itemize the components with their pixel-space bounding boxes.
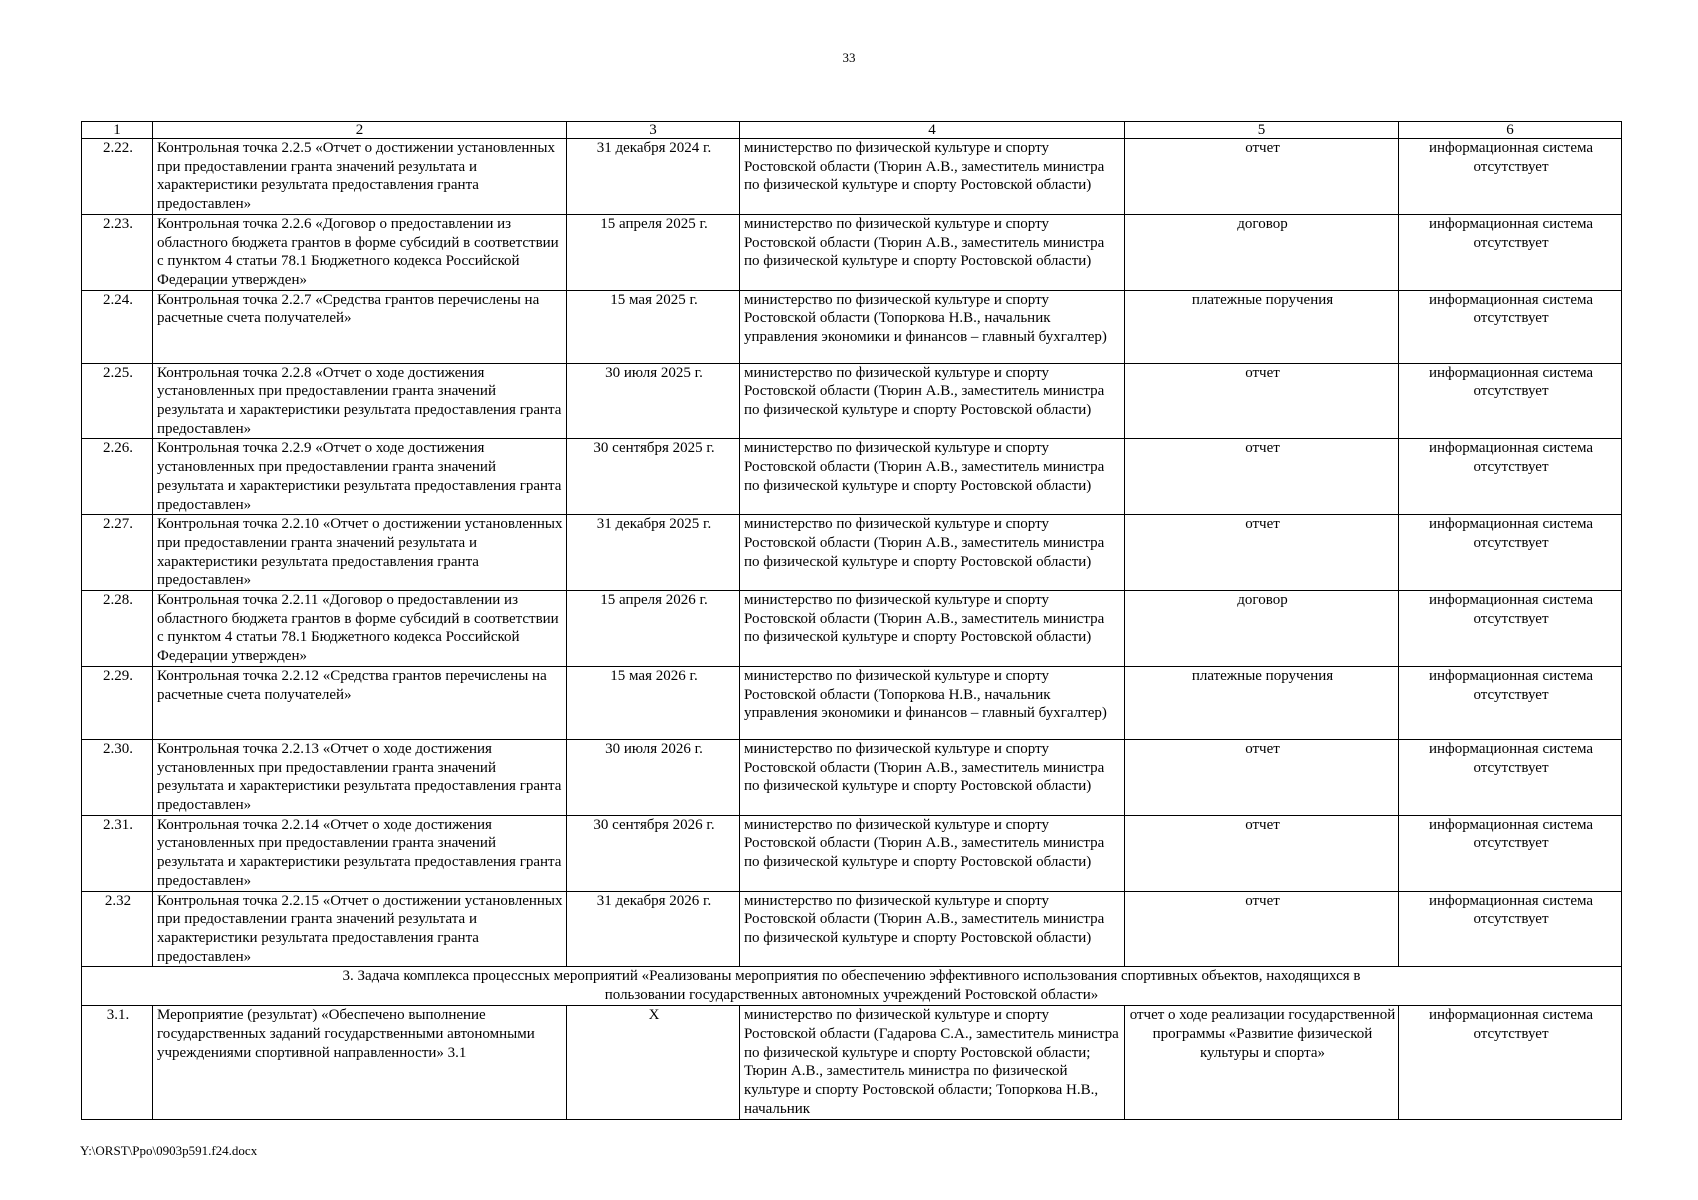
document-type-cell: договор bbox=[1125, 591, 1399, 667]
row-number-cell: 2.22. bbox=[82, 139, 153, 215]
information-system-cell: информационная система отсутствует bbox=[1399, 815, 1622, 891]
table-row bbox=[82, 739, 1622, 815]
responsible-cell: министерство по физической культуре и спорту Ростовской области (Тюрин А.В., заместитель министра по физической культуре и спорту Ростовской области) bbox=[740, 139, 1125, 215]
row-number-cell: 3.1. bbox=[82, 1006, 153, 1119]
page-number: 33 bbox=[842, 50, 856, 65]
table-row bbox=[82, 891, 1622, 967]
control-point-name-cell: Контрольная точка 2.2.9 «Отчет о ходе достижения установленных при предоставлении гранта значений результата и характеристики результата предоставления гранта предоставлен» bbox=[153, 439, 567, 515]
deadline-cell: 31 декабря 2024 г. bbox=[567, 139, 740, 215]
responsible-cell: министерство по физической культуре и спорту Ростовской области (Топоркова Н.В., начальник управления экономики и финансов – главный бухгалтер) bbox=[740, 290, 1125, 363]
information-system-cell: информационная система отсутствует bbox=[1399, 439, 1622, 515]
deadline-cell: 15 мая 2025 г. bbox=[567, 290, 740, 363]
column-number: 6 bbox=[1399, 122, 1622, 139]
responsible-cell: министерство по физической культуре и спорту Ростовской области (Тюрин А.В., заместитель министра по физической культуре и спорту Ростовской области) bbox=[740, 363, 1125, 439]
responsible-cell: министерство по физической культуре и спорту Ростовской области (Тюрин А.В., заместитель министра по физической культуре и спорту Ростовской области) bbox=[740, 815, 1125, 891]
information-system-cell: информационная система отсутствует bbox=[1399, 214, 1622, 290]
responsible-cell: министерство по физической культуре и спорту Ростовской области (Тюрин А.В., заместитель министра по физической культуре и спорту Ростовской области) bbox=[740, 214, 1125, 290]
responsible-cell: министерство по физической культуре и спорту Ростовской области (Тюрин А.В., заместитель министра по физической культуре и спорту Ростовской области) bbox=[740, 739, 1125, 815]
control-point-name-cell: Мероприятие (результат) «Обеспечено выполнение государственных заданий государственными автономными учреждениями спортивной направленности» 3.1 bbox=[153, 1006, 567, 1119]
table-row bbox=[82, 290, 1622, 363]
information-system-cell: информационная система отсутствует bbox=[1399, 1006, 1622, 1119]
responsible-cell: министерство по физической культуре и спорту Ростовской области (Тюрин А.В., заместитель министра по физической культуре и спорту Ростовской области) bbox=[740, 515, 1125, 591]
document-type-cell: отчет bbox=[1125, 891, 1399, 967]
row-number-cell: 2.30. bbox=[82, 739, 153, 815]
document-type-cell: отчет bbox=[1125, 439, 1399, 515]
table-row bbox=[82, 439, 1622, 515]
control-point-name-cell: Контрольная точка 2.2.11 «Договор о предоставлении из областного бюджета грантов в форме субсидий в соответствии с пунктом 4 статьи 78.1 Бюджетного кодекса Российской Федерации утвержден» bbox=[153, 591, 567, 667]
deadline-cell: 15 апреля 2025 г. bbox=[567, 214, 740, 290]
column-number: 4 bbox=[740, 122, 1125, 139]
table-row bbox=[82, 139, 1622, 215]
row-number-cell: 2.27. bbox=[82, 515, 153, 591]
control-point-name-cell: Контрольная точка 2.2.6 «Договор о предоставлении из областного бюджета грантов в форме субсидий в соответствии с пунктом 4 статьи 78.1 Бюджетного кодекса Российской Федерации утвержден» bbox=[153, 214, 567, 290]
document-type-cell: отчет bbox=[1125, 515, 1399, 591]
document-type-cell: отчет bbox=[1125, 739, 1399, 815]
control-point-name-cell: Контрольная точка 2.2.8 «Отчет о ходе достижения установленных при предоставлении гранта значений результата и характеристики результата предоставления гранта предоставлен» bbox=[153, 363, 567, 439]
information-system-cell: информационная система отсутствует bbox=[1399, 363, 1622, 439]
column-number: 3 bbox=[567, 122, 740, 139]
information-system-cell: информационная система отсутствует bbox=[1399, 739, 1622, 815]
table-row bbox=[82, 666, 1622, 739]
deadline-cell: 30 сентября 2025 г. bbox=[567, 439, 740, 515]
column-number: 2 bbox=[153, 122, 567, 139]
table-row bbox=[82, 591, 1622, 667]
deadline-cell: 15 апреля 2026 г. bbox=[567, 591, 740, 667]
table-row bbox=[82, 214, 1622, 290]
control-points-table bbox=[81, 121, 1622, 1120]
task-heading-row bbox=[82, 967, 1622, 1006]
information-system-cell: информационная система отсутствует bbox=[1399, 290, 1622, 363]
control-point-name-cell: Контрольная точка 2.2.5 «Отчет о достижении установленных при предоставлении гранта значений результата и характеристики результата предоставления гранта предоставлен» bbox=[153, 139, 567, 215]
deadline-cell: Х bbox=[567, 1006, 740, 1119]
column-number: 1 bbox=[82, 122, 153, 139]
row-number-cell: 2.29. bbox=[82, 666, 153, 739]
table-row bbox=[82, 815, 1622, 891]
responsible-cell: министерство по физической культуре и спорту Ростовской области (Гадарова С.А., заместитель министра по физической культуре и спорту Ростовской области; Тюрин А.В., заместитель министра по физической культуре и спорту Ростовской области; Топоркова Н.В., начальник bbox=[740, 1006, 1125, 1119]
control-point-name-cell: Контрольная точка 2.2.15 «Отчет о достижении установленных при предоставлении гранта значений результата и характеристики результата предоставления гранта предоставлен» bbox=[153, 891, 567, 967]
control-point-name-cell: Контрольная точка 2.2.10 «Отчет о достижении установленных при предоставлении гранта значений результата и характеристики результата предоставления гранта предоставлен» bbox=[153, 515, 567, 591]
information-system-cell: информационная система отсутствует bbox=[1399, 891, 1622, 967]
table-row bbox=[82, 1006, 1622, 1119]
deadline-cell: 30 июля 2025 г. bbox=[567, 363, 740, 439]
information-system-cell: информационная система отсутствует bbox=[1399, 139, 1622, 215]
document-type-cell: договор bbox=[1125, 214, 1399, 290]
document-type-cell: отчет bbox=[1125, 139, 1399, 215]
row-number-cell: 2.28. bbox=[82, 591, 153, 667]
information-system-cell: информационная система отсутствует bbox=[1399, 666, 1622, 739]
document-type-cell: отчет о ходе реализации государственной программы «Развитие физической культуры и спорта» bbox=[1125, 1006, 1399, 1119]
row-number-cell: 2.24. bbox=[82, 290, 153, 363]
document-type-cell: платежные поручения bbox=[1125, 290, 1399, 363]
control-point-name-cell: Контрольная точка 2.2.14 «Отчет о ходе достижения установленных при предоставлении гранта значений результата и характеристики результата предоставления гранта предоставлен» bbox=[153, 815, 567, 891]
row-number-cell: 2.25. bbox=[82, 363, 153, 439]
document-type-cell: отчет bbox=[1125, 363, 1399, 439]
row-number-cell: 2.26. bbox=[82, 439, 153, 515]
responsible-cell: министерство по физической культуре и спорту Ростовской области (Тюрин А.В., заместитель министра по физической культуре и спорту Ростовской области) bbox=[740, 439, 1125, 515]
footer-file-path: Y:\ORST\Ppo\0903p591.f24.docx bbox=[80, 1143, 258, 1158]
document-type-cell: отчет bbox=[1125, 815, 1399, 891]
deadline-cell: 31 декабря 2026 г. bbox=[567, 891, 740, 967]
document-type-cell: платежные поручения bbox=[1125, 666, 1399, 739]
control-point-name-cell: Контрольная точка 2.2.13 «Отчет о ходе достижения установленных при предоставлении гранта значений результата и характеристики результата предоставления гранта предоставлен» bbox=[153, 739, 567, 815]
deadline-cell: 30 июля 2026 г. bbox=[567, 739, 740, 815]
information-system-cell: информационная система отсутствует bbox=[1399, 515, 1622, 591]
table-row bbox=[82, 363, 1622, 439]
row-number-cell: 2.32 bbox=[82, 891, 153, 967]
deadline-cell: 31 декабря 2025 г. bbox=[567, 515, 740, 591]
control-point-name-cell: Контрольная точка 2.2.7 «Средства грантов перечислены на расчетные счета получателей» bbox=[153, 290, 567, 363]
row-number-cell: 2.23. bbox=[82, 214, 153, 290]
information-system-cell: информационная система отсутствует bbox=[1399, 591, 1622, 667]
control-point-name-cell: Контрольная точка 2.2.12 «Средства грантов перечислены на расчетные счета получателей» bbox=[153, 666, 567, 739]
table-row bbox=[82, 515, 1622, 591]
responsible-cell: министерство по физической культуре и спорту Ростовской области (Тюрин А.В., заместитель министра по физической культуре и спорту Ростовской области) bbox=[740, 591, 1125, 667]
column-number: 5 bbox=[1125, 122, 1399, 139]
column-number-row bbox=[82, 122, 1622, 139]
deadline-cell: 15 мая 2026 г. bbox=[567, 666, 740, 739]
task-heading: 3. Задача комплекса процессных мероприятий «Реализованы мероприятия по обеспечению эффективного использования спортивных объектов, находящихся в пользовании государственных автономных учреждений Ростовской области» bbox=[82, 967, 1622, 1006]
responsible-cell: министерство по физической культуре и спорту Ростовской области (Тюрин А.В., заместитель министра по физической культуре и спорту Ростовской области) bbox=[740, 891, 1125, 967]
responsible-cell: министерство по физической культуре и спорту Ростовской области (Топоркова Н.В., начальник управления экономики и финансов – главный бухгалтер) bbox=[740, 666, 1125, 739]
deadline-cell: 30 сентября 2026 г. bbox=[567, 815, 740, 891]
row-number-cell: 2.31. bbox=[82, 815, 153, 891]
